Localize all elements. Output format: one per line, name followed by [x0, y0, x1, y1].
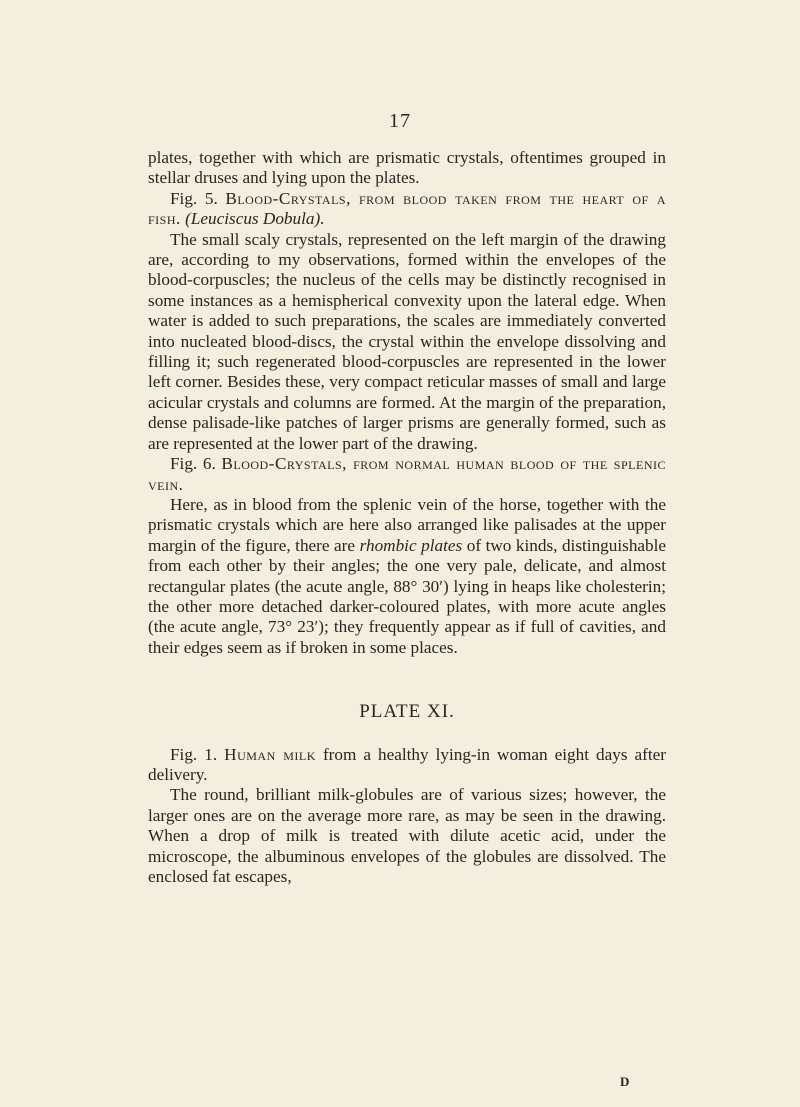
figure-1-description: The round, brilliant milk-globules are of various sizes; however, the larger ones are on the average more rare, as may be seen in the drawing. When a drop of milk is treated with dilute acetic acid, under the microscope, the albuminous envelopes of the globules are dissolved. The enclosed fat escapes, [148, 785, 666, 886]
figure-5-species: (Leuciscus Dobula). [185, 209, 325, 229]
figure-5-heading [148, 189, 666, 230]
figure-6-text-before: Here, as in blood from the splenic vein of the horse, together with the prismatic crystals which are here also arranged like palisades at the upper margin of the figure, there are [148, 494, 666, 555]
figure-1-label: Fig. 1. [170, 744, 218, 764]
figure-1-title: Human milk [224, 744, 316, 764]
signature-mark: D [620, 1074, 630, 1089]
figure-6-title: Blood-Crystals, from normal human blood of the splenic vein. [148, 454, 666, 494]
figure-6-text-after: of two kinds, distinguishable from each other by their angles; the one very pale, delicate, and almost rectangular plates (the acute angle, 88° 30′) lying in heaps like cholesterin; the other more detached darker-coloured plates, with more acute angles (the acute angle, 73° 23′); they frequently appear as if full of cavities, and their edges seem as if broken in some places. [148, 535, 667, 657]
figure-1-heading [148, 745, 666, 786]
paragraph-continuation: plates, together with which are prismatic crystals, oftentimes grouped in stellar druses and lying upon the plates. [148, 148, 666, 188]
figure-5-description: The small scaly crystals, represented on the left margin of the drawing are, according to my observations, formed within the envelopes of the blood-corpuscles; the nucleus of the cells may be distinctly recognised in some instances as a hemispherical convexity upon the lateral edge. When water is added to such preparations, the scales are immediately converted into nucleated blood-discs, the crystal within the envelope dissolving and filling it; such regenerated blood-corpuscles are represented in the lower left corner. Besides these, very compact reticular masses of small and large acicular crystals and columns are formed. At the margin of the preparation, dense palisade-like patches of larger prisms are generally formed, such as are represented at the lower part of the drawing. [148, 229, 666, 453]
figure-6-description [148, 495, 666, 658]
figure-6-emphasis: rhombic plates [359, 535, 463, 555]
figure-6-label: Fig. 6. [170, 454, 216, 474]
figure-1-rest: from a healthy lying-in woman eight days after delivery. [148, 744, 667, 784]
figure-5-label: Fig. 5. [170, 188, 218, 208]
page-number: 17 [389, 110, 411, 132]
figure-6-heading [148, 454, 666, 495]
body-text [148, 148, 666, 887]
figure-5-title: Blood-Crystals, from blood taken from the heart of a fish. [148, 188, 666, 229]
plate-heading: PLATE XI. [359, 701, 455, 723]
